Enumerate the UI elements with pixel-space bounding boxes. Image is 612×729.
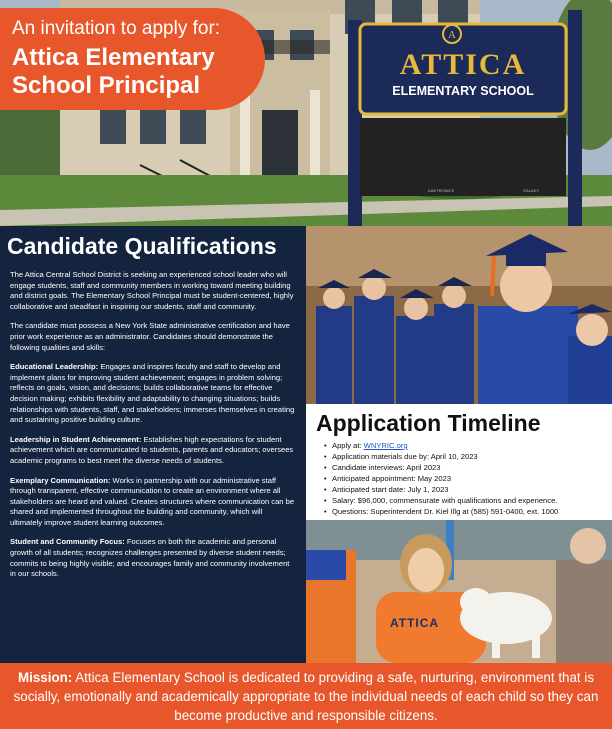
invitation-line: An invitation to apply for:: [12, 18, 221, 39]
sign-subtitle: ELEMENTARY SCHOOL: [392, 84, 534, 98]
list-item: • Candidate interviews: April 2023: [326, 462, 612, 473]
svg-text:A: A: [448, 29, 456, 41]
qualifications-panel: [0, 226, 306, 663]
qualification-item: [10, 476, 296, 529]
mission-label: Mission:: [17, 670, 73, 685]
student-with-goat-illustration: [306, 520, 612, 663]
qualification-text: Works in partnership with our administrative staff through transparent, effective communication to create an environment where all stakeholders are heard and valued. Creates structures where communication can be shared and implemented throughout the building and community, which will ultimately improve student learning outcomes.: [10, 475, 295, 527]
apply-label: Apply at:: [332, 441, 364, 450]
graduates-illustration: [306, 226, 612, 404]
list-item: • Salary: $96,000, commensurate with qualifications and experience.: [326, 495, 612, 506]
qualification-title: Exemplary Communication:: [10, 475, 111, 485]
application-timeline: [306, 404, 612, 520]
qualification-item: [10, 435, 296, 467]
apply-link[interactable]: WNYRIC.org: [363, 441, 408, 450]
timeline-heading: Application Timeline: [316, 410, 541, 436]
list-item: • Anticipated start date: July 1, 2023: [326, 484, 612, 495]
qualification-item: [10, 537, 296, 579]
student-goat-photo: [306, 520, 612, 663]
list-item: • Anticipated appointment: May 2023: [326, 473, 612, 484]
qualification-item: [10, 362, 296, 426]
invitation-banner: [0, 8, 265, 110]
sign-brand-right: GALAXY: [523, 188, 540, 193]
list-item: • Questions: Superintendent Dr. Kiel Illg at (585) 591-0400, ext. 1000: [326, 506, 612, 517]
qualification-text: Focuses on both the academic and personal growth of all students; recognizes challenges presented by diverse student needs; commits to being highly visible; and encourages family and community involvement in our schools.: [10, 537, 290, 579]
qualifications-requirements: The candidate must possess a New York State administrative certification and have prior work experience as an administrator. Candidates should demonstrate the following qualities and skills:: [10, 321, 290, 352]
graduation-photo: [306, 226, 612, 404]
mission-text: Attica Elementary School is dedicated to providing a safe, nurturing, environment that is socially, emotionally and academically appropriate to the individual needs of each child so they can become productive and responsible citizens.: [13, 670, 599, 723]
list-item: • Application materials due by: April 10, 2023: [326, 451, 612, 462]
timeline-list: [326, 440, 612, 517]
position-title: Attica Elementary School Principal: [12, 44, 215, 99]
mission-statement: [0, 663, 612, 729]
qualification-title: Leadership in Student Achievement:: [10, 434, 142, 444]
header-photo: [0, 0, 612, 226]
sign-name: ATTICA: [399, 48, 527, 81]
qualification-title: Educational Leadership:: [10, 362, 99, 372]
sign-brand-left: DAKTRONICS: [428, 188, 455, 193]
shirt-text: ATTICA: [390, 616, 440, 630]
qualification-text: Establishes high expectations for student achievement which are communicated to students, parents and educators; oversees academic programs to best meet the diverse needs of students.: [10, 434, 294, 465]
qualifications-heading: Candidate Qualifications: [7, 233, 277, 259]
qualification-title: Student and Community Focus:: [10, 537, 125, 547]
qualification-text: Engages and inspires faculty and staff to develop and implement plans for improving student achievement; engages in problem solving; reflects on goals, vision, and decisions; builds collaborative teams for effective decision making; exhibits flexibility and adaptability to changing situations; builds relationships with students, staff, and stakeholders; immerses themselves in creating and sustaining positive building culture.: [10, 362, 295, 425]
list-item: [326, 440, 612, 451]
qualifications-intro: The Attica Central School District is seeking an experienced school leader who will engage students, staff and community members in working toward meeting building and district goals. The Elementary School Principal must be student-centered, highly collaborative and steadfast in inspiring our students, staff and community.: [10, 270, 294, 311]
